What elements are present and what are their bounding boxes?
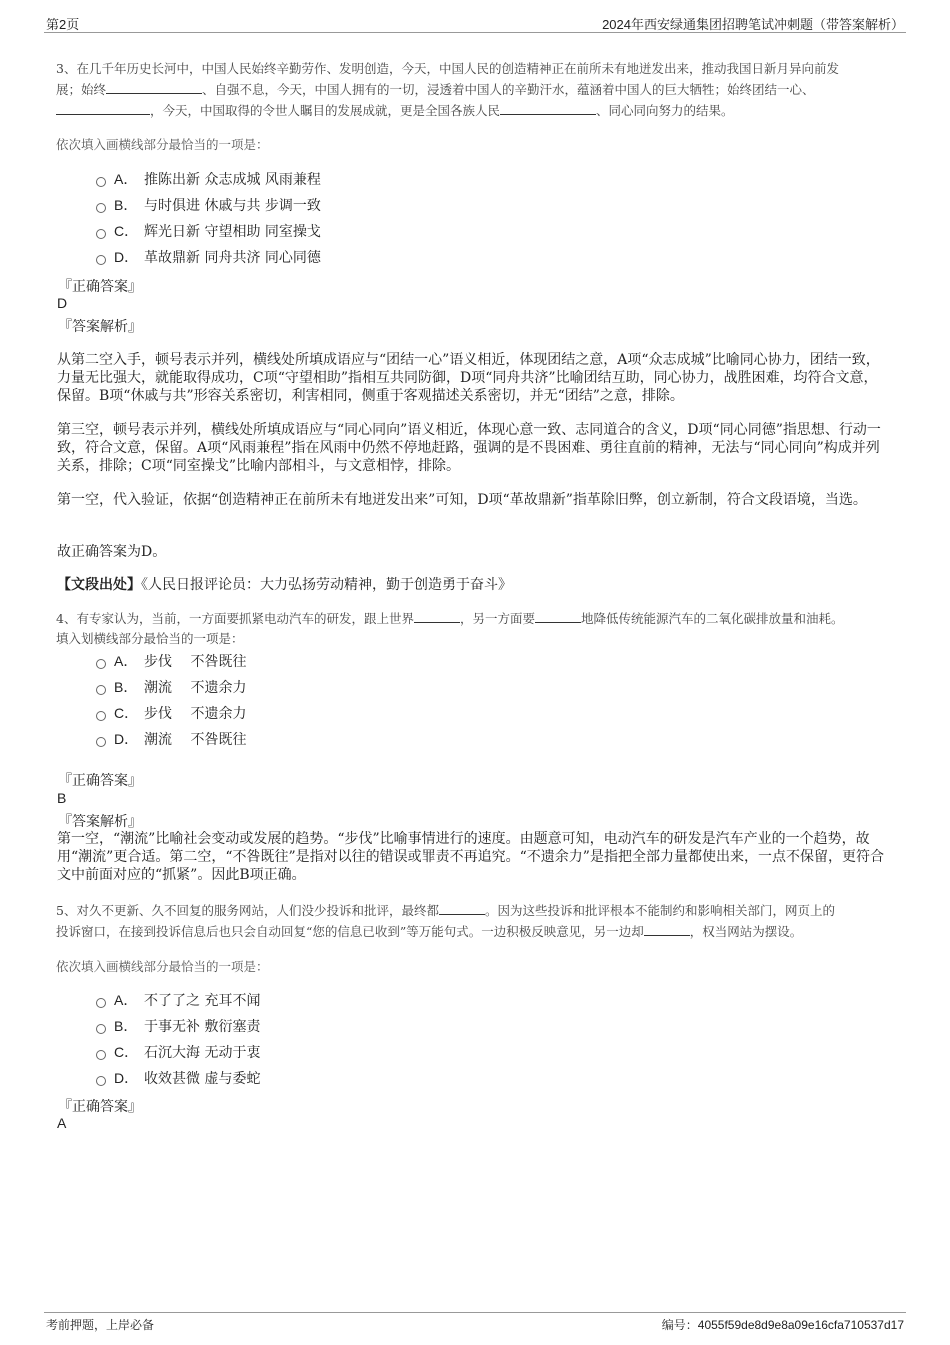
option-letter: A． <box>114 171 138 187</box>
q3-option-c[interactable] <box>96 221 321 241</box>
option-letter: D． <box>114 249 139 265</box>
answer-blank <box>644 923 690 936</box>
answer-blank <box>500 102 596 115</box>
q3-text-c: ，今天，中国取得的令世人瞩目的发展成就，更是全国各族人民 <box>150 103 501 118</box>
radio-icon[interactable] <box>96 711 106 721</box>
option-text: 收效甚微 虚与委蛇 <box>144 1071 261 1087</box>
radio-icon[interactable] <box>96 1050 106 1060</box>
q3-answer-label: 『正确答案』 <box>58 279 142 295</box>
q5-option-b[interactable] <box>96 1016 260 1036</box>
question-4-line-1 <box>56 609 896 629</box>
question-4-line-2: 填入划横线部分最恰当的一项是： <box>56 631 244 646</box>
q5-text-a: 5、对久不更新、久不回复的服务网站，人们没少投诉和批评，最终都 <box>56 903 439 918</box>
option-letter: B． <box>114 197 138 213</box>
option-text: 潮流 不咎既往 <box>144 732 247 748</box>
q5-option-d[interactable] <box>96 1068 260 1088</box>
q4-option-b[interactable] <box>96 677 246 697</box>
answer-blank <box>414 610 460 623</box>
option-text: 潮流 不遗余力 <box>144 680 247 696</box>
q5-option-a[interactable] <box>96 990 260 1010</box>
radio-icon[interactable] <box>96 177 106 187</box>
option-text: 步伐 不遗余力 <box>144 706 247 722</box>
answer-blank <box>106 81 202 94</box>
question-3-prompt: 依次填入画横线部分最恰当的一项是： <box>56 137 269 152</box>
q3-analysis-paragraph-1: 从第二空入手，顿号表示并列，横线处所填成语应与“团结一心”语义相近，体现团结之意，A项“众志成城”比喻同心协力，团结一致，力量无比强大，就能取得成功，C项“守望相助”指相互共同防御，D项“同舟共济”比喻团结互助，同心协力，战胜困难，均符合文意，保留。B项“休戚与共”形容关系密切，利害相同，侧重于客观描述关系密切，并无“团结”之意，排除。 <box>57 352 880 404</box>
q5-answer-value: A <box>57 1115 67 1131</box>
q4-option-d[interactable] <box>96 729 246 749</box>
option-letter: B． <box>114 679 138 695</box>
q3-text-d: 、同心同向努力的结果。 <box>596 103 734 118</box>
question-4-stem <box>56 609 896 649</box>
question-5-line-2 <box>56 921 896 942</box>
question-3-line-3 <box>56 100 896 121</box>
q5-option-c[interactable] <box>96 1042 260 1062</box>
option-letter: C． <box>114 705 139 721</box>
q3-text-a: 展；始终 <box>56 82 107 97</box>
question-3-line-2 <box>56 79 896 100</box>
page-footer <box>44 1312 906 1337</box>
question-5-prompt: 依次填入画横线部分最恰当的一项是： <box>56 959 269 974</box>
answer-blank <box>535 610 581 623</box>
source-label: 【文段出处】 <box>57 577 141 593</box>
option-letter: D． <box>114 731 139 747</box>
q3-analysis-paragraph-2: 第三空，顿号表示并列，横线处所填成语应与“同心同向”语义相近，体现心意一致、志同道合的含义，D项“同心同德”指思想、行动一致，符合文意，保留。A项“风雨兼程”指在风雨中仍然不停地赶路，强调的是不畏困难、勇往直前的精神，无法与“同心同向”构成并列关系，排除；C项“同室操戈”比喻内部相斗，与文意相悖，排除。 <box>57 422 881 474</box>
page-number: 第2页 <box>46 17 80 32</box>
radio-icon[interactable] <box>96 203 106 213</box>
radio-icon[interactable] <box>96 659 106 669</box>
radio-icon[interactable] <box>96 1024 106 1034</box>
radio-icon[interactable] <box>96 255 106 265</box>
q5-text-c: 投诉窗口，在接到投诉信息后也只会自动回复“您的信息已收到”等万能句式。一边积极反映意见，另一边却 <box>56 924 644 939</box>
option-text: 辉光日新 守望相助 同室操戈 <box>144 224 321 240</box>
option-text: 不了了之 充耳不闻 <box>144 993 261 1009</box>
option-text: 革故鼎新 同舟共济 同心同德 <box>144 250 321 266</box>
q3-option-a[interactable] <box>96 169 321 189</box>
q3-answer-value: D <box>57 295 68 311</box>
option-letter: A． <box>114 653 138 669</box>
question-5-stem <box>56 900 896 942</box>
option-text: 于事无补 敷衍塞责 <box>144 1019 261 1035</box>
q4-text-a: 4、有专家认为，当前，一方面要抓紧电动汽车的研发，跟上世界 <box>56 611 414 626</box>
radio-icon[interactable] <box>96 737 106 747</box>
q3-analysis-label: 『答案解析』 <box>58 319 142 335</box>
question-3-stem <box>56 58 896 121</box>
page-header <box>44 12 906 33</box>
document-title: 2024年西安绿通集团招聘笔试冲刺题（带答案解析） <box>602 17 904 32</box>
q4-analysis: 第一空，“潮流”比喻社会变动或发展的趋势。“步伐”比喻事情进行的速度。由题意可知，电动汽车的研发是汽车产业的一个趋势，故用“潮流”更合适。第二空，“不咎既往”是指对以往的错误或罪责不再追究。“不遗余力”是指把全部力量都使出来，一点不保留，更符合文中前面对应的“抓紧”。因此B项正确。 <box>57 831 884 883</box>
q4-answer-label: 『正确答案』 <box>58 773 142 789</box>
option-text: 推陈出新 众志成城 风雨兼程 <box>144 172 321 188</box>
q3-analysis-paragraph-3: 第一空，代入验证，依据“创造精神正在前所未有地迸发出来”可知，D项“革故鼎新”指革除旧弊，创立新制，符合文段语境，当选。 <box>57 492 867 508</box>
option-text: 石沉大海 无动于衷 <box>144 1045 261 1061</box>
q3-option-d[interactable] <box>96 247 321 267</box>
q4-option-c[interactable] <box>96 703 246 723</box>
q4-text-c: 地降低传统能源汽车的二氧化碳排放量和油耗。 <box>580 611 844 626</box>
q4-option-a[interactable] <box>96 651 246 671</box>
q4-analysis-label: 『答案解析』 <box>58 814 142 830</box>
q3-option-b[interactable] <box>96 195 321 215</box>
radio-icon[interactable] <box>96 998 106 1008</box>
radio-icon[interactable] <box>96 229 106 239</box>
option-letter: C． <box>114 1044 139 1060</box>
option-text: 与时俱进 休戚与共 步调一致 <box>144 198 321 214</box>
option-letter: C． <box>114 223 139 239</box>
q3-source <box>57 576 887 594</box>
q4-text-b: ，另一方面要 <box>459 611 535 626</box>
q5-answer-label: 『正确答案』 <box>58 1099 142 1115</box>
answer-blank <box>439 902 485 915</box>
question-3-line-1: 3、在几千年历史长河中，中国人民始终辛勤劳作、发明创造，今天，中国人民的创造精神正在前所未有地迸发出来，推动我国日新月异向前发 <box>56 61 839 76</box>
source-text: 《人民日报评论员：大力弘扬劳动精神，勤于创造勇于奋斗》 <box>141 577 512 593</box>
option-letter: A． <box>114 992 138 1008</box>
question-5-line-1 <box>56 900 896 921</box>
radio-icon[interactable] <box>96 685 106 695</box>
radio-icon[interactable] <box>96 1076 106 1086</box>
q5-text-b: 。因为这些投诉和批评根本不能制约和影响相关部门，网页上的 <box>484 903 835 918</box>
q3-text-b: 、自强不息，今天，中国人拥有的一切，浸透着中国人的辛勤汗水，蕴涵着中国人的巨大牺牲；始终团结一心、 <box>202 82 815 97</box>
q3-analysis-conclusion: 故正确答案为D。 <box>57 544 167 560</box>
option-letter: D． <box>114 1070 139 1086</box>
option-letter: B． <box>114 1018 138 1034</box>
q5-text-d: ，权当网站为摆设。 <box>689 924 803 939</box>
q4-answer-value: B <box>57 790 67 806</box>
document-serial: 编号：4055f59de8d9e8a09e16cfa710537d17 <box>661 1318 904 1332</box>
footer-slogan: 考前押题，上岸必备 <box>46 1318 155 1332</box>
option-text: 步伐 不咎既往 <box>144 654 247 670</box>
answer-blank <box>56 102 150 115</box>
